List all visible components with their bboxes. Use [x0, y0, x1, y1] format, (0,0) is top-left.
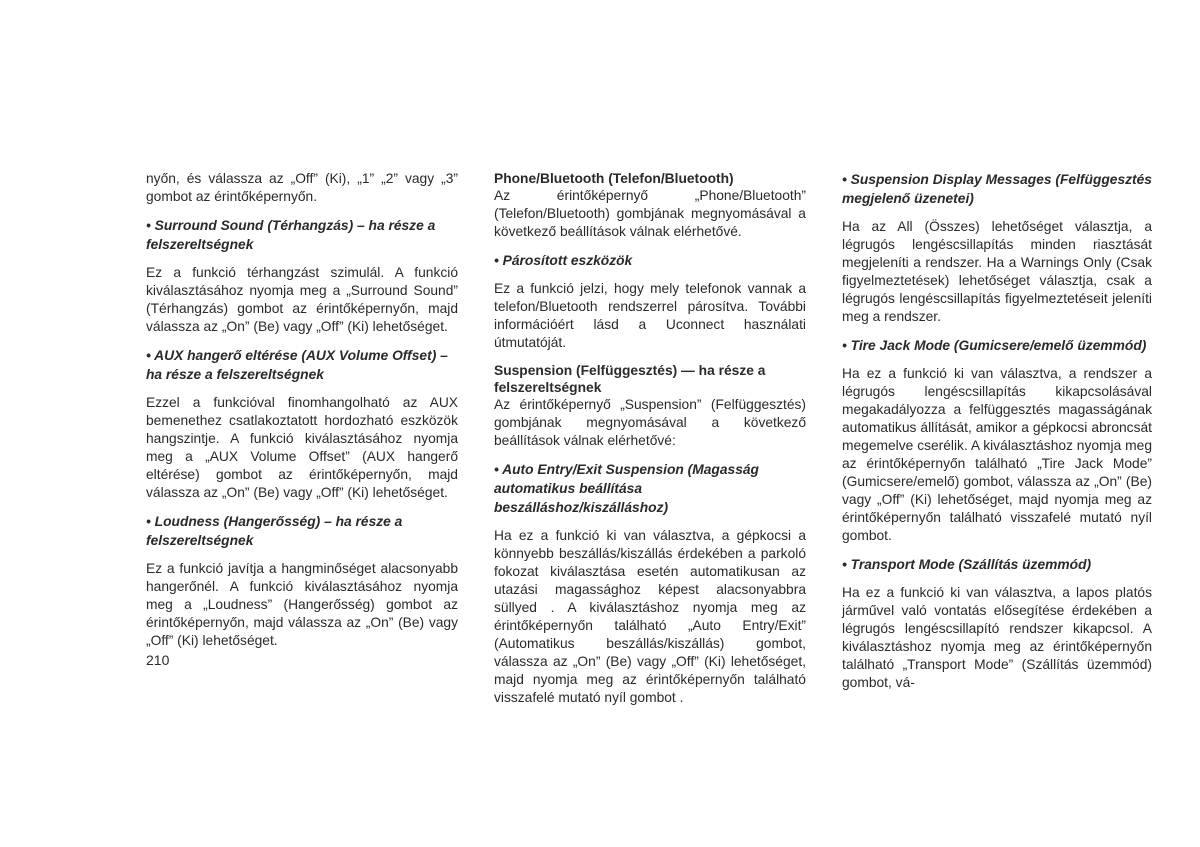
suspension-display-messages-text: Ha az All (Összes) lehetőséget választja, a légrugós lengéscsillapítás minden riasztását megjeleníti a rendszer. Ha a Warnings Only (Csak figyelmeztetések) lehetőséget választja, csak a légrugós lengéscsillapítás figyelmeztetéseit jeleníti meg a rendszer. — [842, 219, 1152, 324]
suspension-text: Az érintőképernyő „Suspension” (Felfüggesztés) gombjának megnyomásával a következő beállítások válnak elérhetővé: — [494, 397, 806, 448]
aux-volume-offset-heading: • AUX hangerő eltérése (AUX Volume Offset) – ha része a felszereltségnek — [146, 348, 448, 382]
loudness-text: Ez a funkció javítja a hangminőséget alacsonyabb hangerőnél. A funkció kiválasztásához nyomja meg a „Loudness” (Hangerősség) gombot az érintőképernyőn, majd válassza az „On” (Be) vagy „Off” (Ki) lehetőséget. — [146, 561, 458, 648]
auto-entry-exit-text: Ha ez a funkció ki van választva, a gépkocsi a könnyebb beszállás/kiszállás érdekében a parkoló fokozat kiválasztása esetén automatikusan az utazási magassághoz képest alacsonyabbra süllyed . A kiválasztáshoz nyomja meg az érintőképernyőn található „Auto Entry/Exit” (Automatikus beszállás/kiszállás) gombot, válassza az „On” (Be) vagy „Off” (Ki) lehetőséget, majd nyomja meg az érintőképernyőn található visszafelé mutató nyíl gombot . — [494, 528, 806, 705]
suspension-display-messages-heading: • Suspension Display Messages (Felfüggesztés megjelenő üzenetei) — [842, 172, 1152, 206]
column-left — [146, 170, 458, 660]
transport-mode-heading: • Transport Mode (Szállítás üzemmód) — [842, 557, 1092, 572]
auto-entry-exit-heading: • Auto Entry/Exit Suspension (Magasság automatikus beállítása beszálláshoz/kiszálláshoz) — [494, 462, 759, 515]
surround-sound-heading: • Surround Sound (Térhangzás) – ha része a felszereltségnek — [146, 218, 436, 252]
continued-paragraph: nyőn, és válassza az „Off” (Ki), „1” „2” vagy „3” gombot az érintőképernyőn. — [146, 171, 458, 204]
loudness-heading: • Loudness (Hangerősség) – ha része a felszereltségnek — [146, 514, 403, 548]
aux-volume-offset-text: Ezzel a funkcióval finomhangolható az AUX bemenethez csatlakoztatott hordozható eszközök hangszintje. A funkció kiválasztásához nyomja meg a „AUX Volume Offset” (AUX hangerő eltérése) gombot az érintőképernyőn, majd válassza az „On” (Be) vagy „Off” (Ki) lehetőséget. — [146, 395, 458, 500]
transport-mode-text: Ha ez a funkció ki van választva, a lapos platós járművel való vontatás elősegítése érdekében a légrugós lengéscsillapító rendszer kikapcsol. A kiválasztáshoz nyomja meg az érintőképernyőn található „Transport Mode” (Szállítás üzemmód) gombot, vá- — [842, 585, 1152, 690]
surround-sound-text: Ez a funkció térhangzást szimulál. A funkció kiválasztásához nyomja meg a „Surround Sound” (Térhangzás) gombot az érintőképernyőn, majd válassza az „On” (Be) vagy „Off” (Ki) lehetőséget. — [146, 265, 458, 334]
column-right — [842, 170, 1152, 702]
page-number: 210 — [146, 652, 170, 668]
tire-jack-mode-heading: • Tire Jack Mode (Gumicsere/emelő üzemmód) — [842, 338, 1147, 353]
paired-devices-text: Ez a funkció jelzi, hogy mely telefonok vannak a telefon/Bluetooth rendszerrel párosítva. További információért lásd a Uconnect használati útmutatóját. — [494, 281, 806, 350]
paired-devices-heading: • Párosított eszközök — [494, 253, 633, 268]
phone-bluetooth-heading: Phone/Bluetooth (Telefon/Bluetooth) — [494, 171, 734, 186]
column-middle — [494, 170, 806, 717]
tire-jack-mode-text: Ha ez a funkció ki van választva, a rendszer a légrugós lengéscsillapítás kikapcsolásával megakadályozza a felfüggesztés magasságának automatikus állítását, amikor a gépkocsi abroncsát megemelve cserélik. A kiválasztáshoz nyomja meg az érintőképernyőn található „Tire Jack Mode” (Gumicsere/emelő) gombot, válassza az „On” (Be) vagy „Off” (Ki) lehetőséget, majd nyomja meg az érintőképernyőn található visszafelé mutató nyíl gombot. — [842, 366, 1152, 543]
phone-bluetooth-text: Az érintőképernyő „Phone/Bluetooth” (Telefon/Bluetooth) gombjának megnyomásával a következő beállítások válnak elérhetővé. — [494, 188, 806, 239]
suspension-heading: Suspension (Felfüggesztés) — ha része a felszereltségnek — [494, 363, 766, 395]
